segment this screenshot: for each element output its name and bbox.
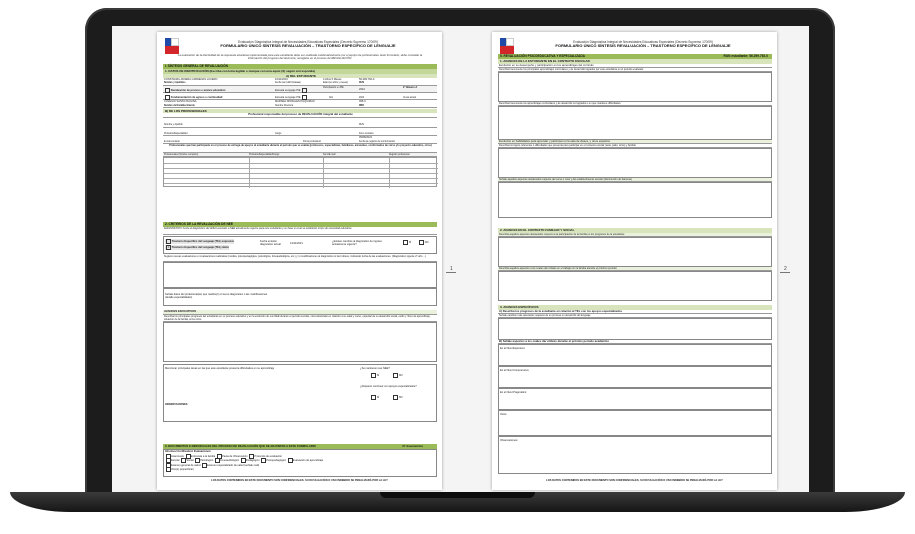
advances-box[interactable] <box>163 322 437 362</box>
document-page-2[interactable] <box>492 32 777 490</box>
page-1-footer: LOS DATOS CONTENIDOS EN ESTE DOCUMENTO SON CONFIDENCIALES, SU DIVULGACIÓN O USO INDEBIDO SE PENALIZARÁ POR LA LEY <box>211 479 388 482</box>
doc-label-14: Otro(s) (especificar) <box>171 468 194 472</box>
pro-name-row[interactable] <box>163 118 437 128</box>
form-title-2: FORMULARIO ÚNICO SÍNTESIS REVALUACIÓN – TRASTORNO ESPECÍFICO DE LENGUAJE <box>555 43 731 48</box>
reval-row <box>163 86 437 93</box>
support-yes-text: SÍ <box>376 396 380 400</box>
doc-label-13: Examen especializado de salud (señale cuál) <box>207 463 260 467</box>
expressive-label: En el Nivel Expresivo: <box>500 347 526 350</box>
pro-run-label: RUN <box>359 124 364 126</box>
page-number-2: 2 <box>784 266 787 272</box>
doc-label-8: Fonoaudiológico <box>220 459 240 463</box>
rbd-number[interactable]: 306-0 <box>359 100 366 103</box>
diag-yes-checkbox[interactable] <box>403 240 408 245</box>
continue-yes-checkbox[interactable] <box>371 373 376 378</box>
doc-label-4: Protocolo de evaluación <box>254 454 283 458</box>
director-label: Nombre Directora <box>275 104 294 107</box>
student-subheader: A) DEL ESTUDIANTE <box>163 74 437 79</box>
student-name[interactable]: CONSTANZA JAVIERA CARDENAS LUCERO <box>164 78 218 81</box>
run-label: RUN <box>359 82 364 84</box>
diag-no-checkbox[interactable] <box>419 240 424 245</box>
section-1-header: I. SÍNTESIS GENERAL DE REVALUACIÓN <box>163 64 437 69</box>
pro-spec-row[interactable] <box>163 128 437 136</box>
ministry-line: Evaluación Diagnóstica Integral de Necesidades Educativas Especiales (Decreto Supremo 170/09) <box>238 40 378 44</box>
barriers-box[interactable] <box>498 182 772 218</box>
comprehensive-label: En el Nivel Comprensivo: <box>500 369 530 372</box>
expressive-box[interactable] <box>498 344 772 366</box>
tel-expressive <box>165 239 234 244</box>
observations-box[interactable] <box>498 436 772 474</box>
pro-cargo-label: Cargo <box>275 132 282 135</box>
responsible-label: Profesional responsable del proceso de REVALUACIÓN integral del estudiante <box>163 113 437 118</box>
doc-label-11: Evaluación de aprendizaje <box>292 459 324 463</box>
curso[interactable]: 2° Básico A <box>403 86 418 89</box>
doc-label-5: Escolar <box>171 459 180 463</box>
laptop-notch <box>380 492 535 498</box>
team-col-spec: Profesión/Especialidad/Cargo <box>249 153 280 156</box>
evolution-line: Evolución en su desempeño y participación en los aprendizajes del currículo <box>498 64 772 68</box>
section-3-title: 3. DOCUMENTOS E INDIVIDUALES DEL PROCESO DE REVALUACIÓN QUE SE ADJUNTAN A ESTE FORMULARIO <box>165 444 316 448</box>
diagnosis-line: DIAGNÓSTICO: Anote el diagnóstico del déficit asociado a NEE actualmente vigente para este estudiante y su base en cual se estableció el tipo de necesidad educativa <box>163 227 437 235</box>
doc-label-1: Anamnesis <box>171 454 184 458</box>
unit-label: Señale datos del profesional(es) que realizó(ó) el nuevo diagnóstico o las modificaciones (detalle especialidades) <box>165 293 268 299</box>
doc-label-9: Pedagógico <box>245 459 260 463</box>
professionals-subheader: B) DE LOS PROFESIONALES <box>163 109 437 114</box>
team-col-name: Profesionales (Nombre completo) <box>164 153 199 156</box>
documents-box <box>163 449 437 477</box>
support-yes-checkbox[interactable] <box>371 395 376 400</box>
pro-mail-row[interactable] <box>163 136 437 144</box>
tel-expressive-text: Trastorno Específico del Lenguaje (TEL) expresivo <box>171 240 235 244</box>
family-line-2: Describa aquellos aspectos a los cuales dar énfasis en el trabajo con la familia durante el próximo período <box>498 267 772 271</box>
year-label: Año <box>329 97 334 99</box>
section-2-header: 2. CRITERIOS DE LA REVALUACIÓN DE NEE <box>163 222 437 227</box>
diag-no <box>418 240 429 245</box>
egreso-row <box>163 93 437 100</box>
continue-no <box>392 373 403 378</box>
participation-line: Describa los logros referentes o dificultades que presenta para participar en el contexto escolar (aula, patio, otros) y familiar <box>498 144 772 148</box>
specific-line-a: A) Describa los progresos de la estudiante en relación al TEL con los apoyos especializados <box>498 310 772 314</box>
school-name[interactable]: COLEGIO SANTA PAULINA <box>164 100 197 103</box>
continue-no-text: NO <box>398 374 403 378</box>
specific-box-a[interactable] <box>498 318 772 340</box>
tel-mixed-checkbox[interactable]: × <box>167 245 170 249</box>
page-2-footer: LOS DATOS CONTENIDOS EN ESTE DOCUMENTO SON CONFIDENCIALES, SU DIVULGACIÓN O USO INDEBIDO SE PENALIZARÁ POR LA LEY <box>546 479 723 482</box>
school-row <box>163 100 437 108</box>
birth-date-label: Fecha nac.(dd/mm/aaaa) <box>275 82 301 84</box>
family-subheader: 2. AVANCES EN EL CONTEXTO FAMILIAR Y SOCIAL <box>498 228 772 233</box>
pragmatic-label: En el Nivel Pragmático: <box>500 391 527 394</box>
others-box[interactable] <box>498 410 772 436</box>
doc-count-label: N° documentos <box>402 444 423 448</box>
advances-header: AVANCES EDUCATIVOS <box>163 310 437 315</box>
rbd-label: RBD <box>359 104 364 107</box>
team-table[interactable] <box>163 157 437 187</box>
student-row <box>163 78 437 86</box>
others-label: Otros: <box>500 413 508 416</box>
pragmatic-box[interactable] <box>498 388 772 410</box>
doc-label-12: Examen general de salud <box>171 463 201 467</box>
doc-label-3: Pauta de Observación <box>221 454 248 458</box>
egreso-text: Fundamentación de egreso o continuidad: <box>170 96 224 100</box>
specific-line-b: Señale cambios más relevantes respecto de su proceso en desarrollo del lenguaje <box>498 314 772 318</box>
tel-mixed-text: Trastorno Específico del Lenguaje (TEL) mixto <box>171 246 229 250</box>
team-label: Profesionales que han participado en el proceso de entrega de apoyos al estudiante durante el período que se evalúa (profesores, especialistas, familiares, asistentes, conformados de curso y/o proyecto educativo, otros) <box>163 144 437 153</box>
not-achieved-box[interactable] <box>498 106 772 140</box>
document-page-1[interactable] <box>157 32 442 490</box>
observations-label-2: Observaciones: <box>500 439 519 442</box>
docs-label: Informes/ Certificados/ Evaluaciones: <box>165 450 212 453</box>
barriers-line: Señale aquellos aspectos destacados respecto del curso o nivel y del establecimiento escolar (disminución de barreras) <box>498 178 772 182</box>
diag-date-label: Fecha emisión diagnóstico actual <box>260 240 281 246</box>
adapt-label: Mencionar principales áreas en las que este estudiante presenta dificultades en su aprendizaje <box>165 367 275 370</box>
diag-yes-text: SÍ <box>408 241 412 245</box>
continue-yes <box>370 373 379 378</box>
reval-year[interactable]: 2024 <box>359 88 365 91</box>
support-no-text: NO <box>398 396 403 400</box>
participation-box[interactable] <box>498 148 772 178</box>
doc-label-7: Psicológico <box>200 459 214 463</box>
support-question: ¿Requiere continuar con apoyos especializados? <box>360 385 417 388</box>
ministry-line-2: Evaluación Diagnóstica Integral de Necesidades Educativas Especiales (Decreto Supremo 170/09) <box>573 40 713 44</box>
identification-subheader: 1. DATOS DE IDENTIFICACIÓN (Escriba con letra legible o marque con una equis (X) según corresponda) <box>163 69 437 74</box>
team-col-reg: Registro profesional <box>389 153 410 156</box>
section-II-title: II. REVALUACIÓN PSICOEDUCATIVA Y ESPECIALIZADA <box>500 54 585 58</box>
school-advances-subheader: 1. AVANCES DE LA ESTUDIANTE EN EL CONTEXTO ESCOLAR <box>498 59 772 64</box>
year-value[interactable]: 2024 <box>359 97 365 99</box>
ministry-logo-icon-2 <box>500 38 514 54</box>
pro-date[interactable]: 05/08/2024 <box>359 136 372 139</box>
specific-subheader: 3. AVANCES ESPECÍFICOS <box>498 305 772 310</box>
page-number-1: 1 <box>450 266 453 272</box>
family-box-2[interactable] <box>498 271 772 301</box>
diag-no-text: NO <box>424 241 429 245</box>
achievements-box[interactable] <box>498 72 772 102</box>
doc-label-2: Entrevista a la familia <box>190 454 216 458</box>
student-run[interactable]: 56.299.792-0 <box>359 78 375 81</box>
age-label: Edad (en años y meses) <box>323 82 348 84</box>
team-col-mail: Fono/E-mail <box>323 153 336 156</box>
adapt-box[interactable] <box>163 364 437 422</box>
suggest-line: Sugiera nuevas evaluaciones o revaluaciones realizadas (médica, psicopedagógica, psicológica, fonoaudiológica, etc.) y /o modificaciones al diagnóstico si las hubiere, indicando fecha de las evaluaciones. (Diagnóstico vigente 2º año ...) <box>163 255 437 262</box>
doc-item-4 <box>165 467 194 472</box>
pro-date-label: Fecha de registro de la información <box>359 140 396 143</box>
doc-label-6: Social <box>186 459 194 463</box>
director-name[interactable]: MARISEL MORALES PILQUIMAO <box>275 100 315 103</box>
suggest-box[interactable] <box>163 262 437 288</box>
curso-label: Curso actual <box>403 97 416 99</box>
pro-name-label: Nombre y Apellido <box>164 124 183 126</box>
pro-phone-label: Fono contacto <box>359 132 374 135</box>
form-title: FORMULARIO ÚNICO SÍNTESIS REVALUACIÓN – TRASTORNO ESPECÍFICO DE LENGUAJE <box>220 43 396 48</box>
unit-box[interactable] <box>163 288 437 306</box>
diagnosis-box <box>163 236 437 254</box>
diag-date[interactable]: 14/11/2021 <box>290 242 303 245</box>
comprehensive-box[interactable] <box>498 366 772 388</box>
school-label: Nombre del Establecimiento <box>164 104 195 107</box>
skills-line: Evolución en habilidades para aprender y participar en la sala de clases, y otros espacios <box>498 140 772 144</box>
tel-mixed <box>165 245 229 250</box>
specific-line-c: B) Señale aspectos a los cuales dar énfasis durante el próximo período académico <box>498 340 772 344</box>
participation-label: Participación en PIE <box>323 87 344 89</box>
achievements-line: Describa brevemente los principales aprendizajes curriculares y de desarrollo logrados por este estudiante en el período evaluado <box>498 68 772 72</box>
student-name-label: Nombre y Apellidos <box>164 82 186 84</box>
support-no-checkbox[interactable] <box>393 395 398 400</box>
diag-yes <box>402 240 411 245</box>
birth-date[interactable]: 16/11/2016 <box>275 78 288 81</box>
pro-mail-label: E-mail contacto <box>164 140 180 143</box>
reval-text: Revaluación de proceso o avance educativo: <box>170 89 227 93</box>
tel-expressive-checkbox[interactable] <box>166 239 171 244</box>
advances-line: Describa los principales progresos del estudiante en su proceso educativo y en la evolución de sus NEE durante el período escolar, nivel alcanzado en relación a su edad y curso, especial de su desarrollo social, estilo y ritmo de aprendizaje, situación de la familia, entre otros. <box>163 315 437 322</box>
diag-change-question: ¿Existen cambios al diagnóstico de ingreso actualmente vigente? <box>332 240 382 246</box>
continue-yes-text: SÍ <box>376 374 380 378</box>
doc-label-10: Psicopedagógico <box>266 459 287 463</box>
page-marker-2 <box>780 272 790 273</box>
family-box-1[interactable] <box>498 237 772 267</box>
continue-no-checkbox[interactable] <box>393 373 398 378</box>
egreso-options-text: Escuela Lenguaje PIE <box>275 96 301 100</box>
ministry-logo-icon <box>165 38 179 54</box>
support-yes <box>370 395 379 400</box>
pro-sign-label: Firma profesional <box>303 140 321 143</box>
pro-spec-label: Profesión/Especialidad <box>164 132 188 135</box>
document-viewer[interactable] <box>112 26 809 492</box>
intro-text: La evaluación de la efectividad de la respuesta educativa implementada para este estudiante debe ser realizada colaborativamente por el equipo de profesionales. Este formulario, debe constatar la información del progreso del alumno/a, recogidos en el proceso de REVALUACIÓN. <box>177 53 423 61</box>
family-line-1: Describa aquellos aspectos destacados respecto a la participación de la familia en los progresos de la estudiante <box>498 233 772 237</box>
observations-label: OBSERVACIONES <box>165 403 188 406</box>
age[interactable]: 4 Años 5 Meses <box>323 78 342 81</box>
run-student-label: RUN estudiante: 56.299.792-0 <box>723 54 768 58</box>
not-achieved-line: Describa brevemente los aprendizajes curriculares y de desarrollo no logrados o en que mantiene dificultades <box>498 102 772 106</box>
reval-options-text: Escuela Lenguaje PIE <box>275 89 301 93</box>
continue-question: ¿Se mantienen sus NEE? <box>360 367 390 370</box>
support-no <box>392 395 403 400</box>
page-marker-1 <box>446 272 456 273</box>
